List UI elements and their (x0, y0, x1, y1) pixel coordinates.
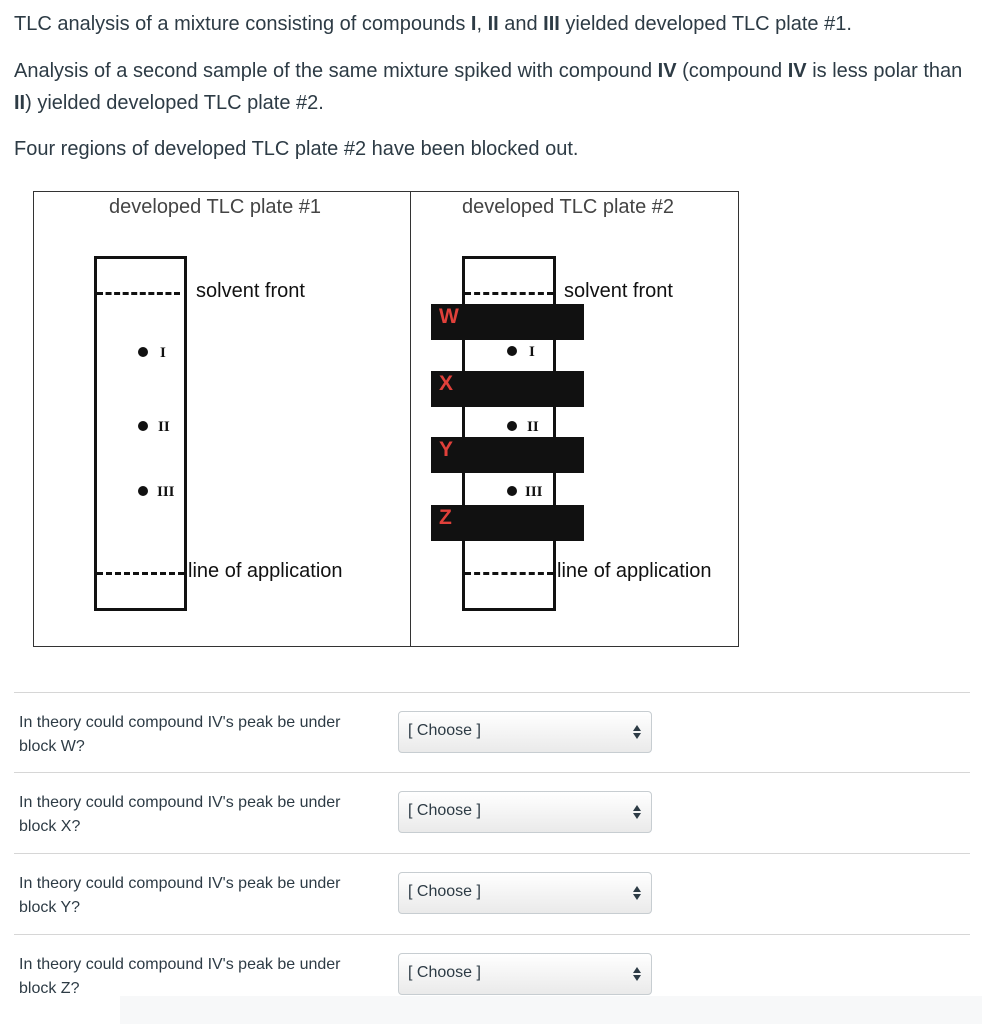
tlc-plate-1 (94, 256, 187, 611)
block-label-X: X (439, 372, 454, 395)
plate2-application-line (465, 572, 553, 575)
answer-select-Y[interactable] (398, 872, 652, 914)
question-row-Y (14, 853, 970, 934)
intro-paragraph-3: Four regions of developed TLC plate #2 have been blocked out. (14, 138, 579, 160)
footer-shade (120, 996, 982, 1024)
block-label-Z: Z (439, 506, 452, 529)
updown-arrows-icon (633, 803, 641, 821)
plate2-spot-II (507, 421, 517, 431)
question-text-Y: In theory could compound IV's peak be under block Y? (19, 875, 341, 916)
plate1-spot-III (138, 486, 148, 496)
intro-paragraph-2: Analysis of a second sample of the same mixture spiked with compound IV (compound IV is less polar than II) yielded developed TLC plate #2. (14, 60, 963, 114)
plate2-spot-label-III: III (525, 484, 543, 500)
question-row-W (14, 692, 970, 773)
block-label-W: W (439, 305, 459, 328)
select-value: [ Choose ] (408, 883, 481, 900)
block-Y (431, 437, 584, 473)
answer-select-Z[interactable] (398, 953, 652, 995)
updown-arrows-icon (633, 965, 641, 983)
question-text-X: In theory could compound IV's peak be under block X? (19, 794, 341, 835)
intro-paragraph-1: TLC analysis of a mixture consisting of compounds I, II and III yielded developed TLC plate #1. (14, 13, 852, 35)
figure-divider (410, 192, 411, 646)
plate1-title: developed TLC plate #1 (109, 196, 322, 218)
answer-select-X[interactable] (398, 791, 652, 833)
plate2-spot-label-II: II (527, 419, 539, 435)
updown-arrows-icon (633, 723, 641, 741)
updown-arrows-icon (633, 884, 641, 902)
plate1-solvent-front-line (97, 292, 180, 295)
tlc-figure (33, 191, 739, 647)
plate1-application-line (97, 572, 184, 575)
plate1-spot-I (138, 347, 148, 357)
plate2-solvent-front-line (465, 292, 553, 295)
plate1-application-label: line of application (188, 560, 343, 582)
select-value: [ Choose ] (408, 964, 481, 981)
plate1-spot-II (138, 421, 148, 431)
plate1-spot-label-III: III (157, 484, 175, 500)
question-text-W: In theory could compound IV's peak be under block W? (19, 714, 341, 755)
plate2-spot-III (507, 486, 517, 496)
block-Z (431, 505, 584, 541)
question-text-Z: In theory could compound IV's peak be under block Z? (19, 956, 341, 997)
block-W (431, 304, 584, 340)
plate2-solvent-front-label: solvent front (564, 280, 673, 302)
select-value: [ Choose ] (408, 722, 481, 739)
answer-select-W[interactable] (398, 711, 652, 753)
plate1-spot-label-I: I (160, 345, 166, 361)
plate2-spot-I (507, 346, 517, 356)
block-label-Y: Y (439, 438, 454, 461)
block-X (431, 371, 584, 407)
plate2-title: developed TLC plate #2 (462, 196, 675, 218)
plate2-application-label: line of application (557, 560, 712, 582)
plate2-spot-label-I: I (529, 344, 535, 360)
question-row-X (14, 772, 970, 853)
plate1-solvent-front-label: solvent front (196, 280, 305, 302)
plate1-spot-label-II: II (158, 419, 170, 435)
select-value: [ Choose ] (408, 802, 481, 819)
